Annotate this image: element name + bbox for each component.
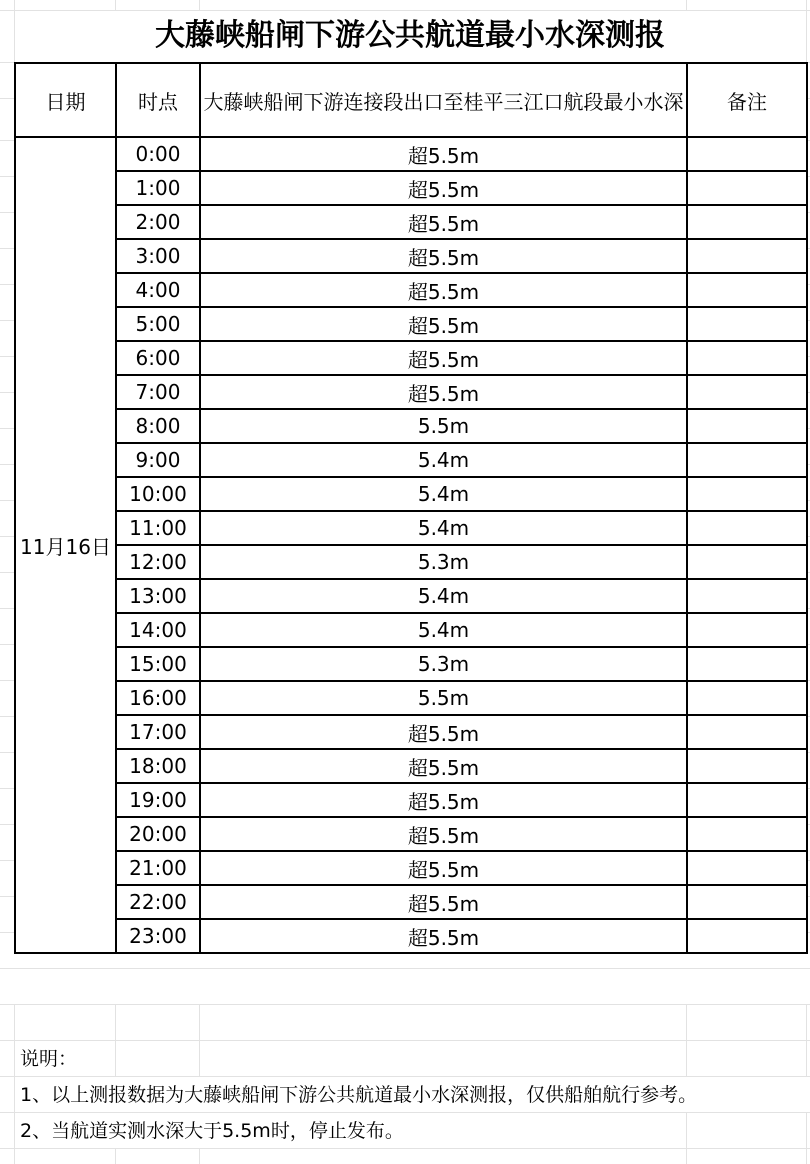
time-cell: 7:00 <box>116 375 200 409</box>
gridline-vertical <box>806 1113 807 1164</box>
note-1: 1、以上测报数据为大藤峡船闸下游公共航道最小水深测报，仅供船舶航行参考。 <box>20 1084 698 1106</box>
table-row <box>15 545 807 579</box>
header-date: 日期 <box>15 63 116 137</box>
time-cell: 1:00 <box>116 171 200 205</box>
depth-cell: 超5.5m <box>200 341 687 375</box>
remark-cell <box>687 545 807 579</box>
note-2: 2、当航道实测水深大于5.5m时，停止发布。 <box>20 1120 404 1142</box>
time-cell: 23:00 <box>116 919 200 953</box>
remark-cell <box>687 817 807 851</box>
time-cell: 5:00 <box>116 307 200 341</box>
table-row <box>15 511 807 545</box>
depth-cell: 5.5m <box>200 409 687 443</box>
time-cell: 8:00 <box>116 409 200 443</box>
table-row <box>15 579 807 613</box>
table-row <box>15 919 807 953</box>
depth-cell: 超5.5m <box>200 171 687 205</box>
table-row <box>15 137 807 171</box>
gridline-vertical <box>199 0 200 10</box>
time-cell: 12:00 <box>116 545 200 579</box>
gridline-vertical <box>686 1113 687 1164</box>
remark-cell <box>687 681 807 715</box>
remark-cell <box>687 579 807 613</box>
gridline-vertical <box>115 0 116 10</box>
gridline-horizontal <box>0 1040 810 1041</box>
remark-cell <box>687 885 807 919</box>
table-row <box>15 409 807 443</box>
time-cell: 16:00 <box>116 681 200 715</box>
time-cell: 13:00 <box>116 579 200 613</box>
remark-cell <box>687 919 807 953</box>
gridline-vertical <box>806 1005 807 1077</box>
table-row <box>15 443 807 477</box>
remark-cell <box>687 477 807 511</box>
remark-cell <box>687 205 807 239</box>
depth-cell: 5.3m <box>200 545 687 579</box>
remark-cell <box>687 783 807 817</box>
table-row <box>15 783 807 817</box>
time-cell: 17:00 <box>116 715 200 749</box>
remark-cell <box>687 341 807 375</box>
depth-cell: 超5.5m <box>200 307 687 341</box>
table-row <box>15 239 807 273</box>
date-cell: 11月16日 <box>15 137 116 953</box>
header-remark: 备注 <box>687 63 807 137</box>
remark-cell <box>687 715 807 749</box>
depth-table <box>14 62 808 954</box>
time-cell: 14:00 <box>116 613 200 647</box>
table-row <box>15 273 807 307</box>
table-row <box>15 307 807 341</box>
depth-cell: 超5.5m <box>200 273 687 307</box>
table-row <box>15 715 807 749</box>
remark-cell <box>687 443 807 477</box>
table-row <box>15 205 807 239</box>
table-row <box>15 613 807 647</box>
gridline-vertical <box>686 0 687 10</box>
gridline-vertical <box>115 1005 116 1077</box>
gridline-vertical <box>686 1005 687 1077</box>
depth-table-body <box>15 137 807 953</box>
gridline-vertical <box>115 1149 116 1164</box>
remark-cell <box>687 647 807 681</box>
time-cell: 21:00 <box>116 851 200 885</box>
table-row <box>15 681 807 715</box>
depth-cell: 超5.5m <box>200 817 687 851</box>
table-row <box>15 749 807 783</box>
depth-cell: 5.5m <box>200 681 687 715</box>
header-depth: 大藤峡船闸下游连接段出口至桂平三江口航段最小水深 <box>200 63 687 137</box>
gridline-vertical <box>199 1005 200 1077</box>
depth-cell: 超5.5m <box>200 885 687 919</box>
depth-cell: 超5.5m <box>200 783 687 817</box>
depth-cell: 5.4m <box>200 443 687 477</box>
remark-cell <box>687 851 807 885</box>
report-title: 大藤峡船闸下游公共航道最小水深测报 <box>155 18 665 53</box>
depth-cell: 超5.5m <box>200 851 687 885</box>
header-time: 时点 <box>116 63 200 137</box>
remark-cell <box>687 613 807 647</box>
gridline-vertical <box>806 0 807 62</box>
time-cell: 20:00 <box>116 817 200 851</box>
time-cell: 3:00 <box>116 239 200 273</box>
time-cell: 6:00 <box>116 341 200 375</box>
depth-cell: 超5.5m <box>200 137 687 171</box>
depth-cell: 超5.5m <box>200 715 687 749</box>
remark-cell <box>687 749 807 783</box>
remark-cell <box>687 137 807 171</box>
depth-cell: 超5.5m <box>200 375 687 409</box>
depth-cell: 5.3m <box>200 647 687 681</box>
time-cell: 19:00 <box>116 783 200 817</box>
depth-cell: 超5.5m <box>200 205 687 239</box>
remark-cell <box>687 307 807 341</box>
remark-cell <box>687 511 807 545</box>
gridline-horizontal <box>0 968 810 969</box>
header-row <box>15 63 807 137</box>
table-row <box>15 341 807 375</box>
time-cell: 18:00 <box>116 749 200 783</box>
depth-cell: 5.4m <box>200 511 687 545</box>
depth-cell: 5.4m <box>200 477 687 511</box>
remark-cell <box>687 171 807 205</box>
remark-cell <box>687 375 807 409</box>
table-row <box>15 477 807 511</box>
table-row <box>15 375 807 409</box>
time-cell: 15:00 <box>116 647 200 681</box>
table-row <box>15 817 807 851</box>
time-cell: 2:00 <box>116 205 200 239</box>
time-cell: 4:00 <box>116 273 200 307</box>
gridline-horizontal <box>0 1004 810 1005</box>
gridline-vertical <box>199 1149 200 1164</box>
remark-cell <box>687 409 807 443</box>
remark-cell <box>687 273 807 307</box>
depth-cell: 超5.5m <box>200 749 687 783</box>
time-cell: 0:00 <box>116 137 200 171</box>
time-cell: 22:00 <box>116 885 200 919</box>
depth-cell: 5.4m <box>200 579 687 613</box>
table-row <box>15 885 807 919</box>
table-row <box>15 851 807 885</box>
remark-cell <box>687 239 807 273</box>
depth-cell: 5.4m <box>200 613 687 647</box>
depth-cell: 超5.5m <box>200 919 687 953</box>
time-cell: 11:00 <box>116 511 200 545</box>
table-row <box>15 171 807 205</box>
table-row <box>15 647 807 681</box>
depth-cell: 超5.5m <box>200 239 687 273</box>
notes-label: 说明： <box>20 1048 78 1070</box>
time-cell: 9:00 <box>116 443 200 477</box>
gridline-vertical <box>14 1005 15 1164</box>
time-cell: 10:00 <box>116 477 200 511</box>
